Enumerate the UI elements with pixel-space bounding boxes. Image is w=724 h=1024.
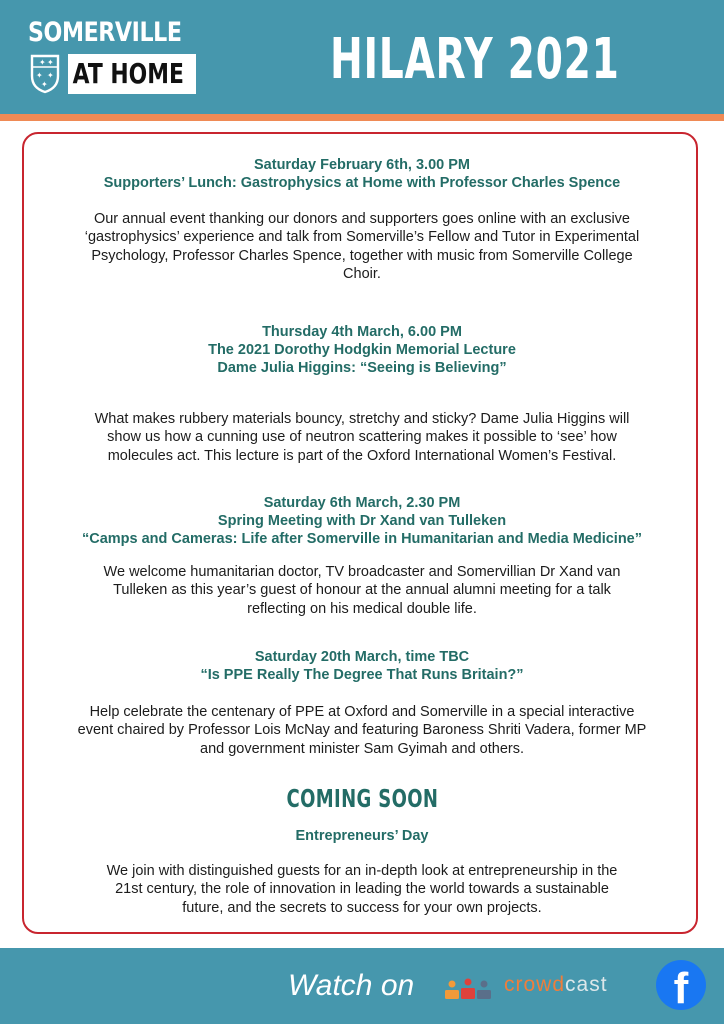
description-line: 21st century, the role of innovation in leading the world towards a sustainable bbox=[115, 881, 609, 898]
description-line: We join with distinguished guests for an in-depth look at entrepreneurship in the bbox=[106, 863, 618, 879]
facebook-icon[interactable] bbox=[656, 960, 706, 1013]
event-4-heading bbox=[0, 648, 724, 684]
svg-text:✦: ✦ bbox=[47, 58, 54, 67]
watch-on-label: Watch on bbox=[288, 969, 415, 1002]
coming-soon-text: COMING SOON bbox=[286, 784, 438, 813]
coming-soon-heading bbox=[0, 784, 724, 814]
event-title: The 2021 Dorothy Hodgkin Memorial Lecture bbox=[208, 342, 516, 358]
logo-wordmark-bottom: AT HOME bbox=[72, 57, 184, 90]
coming-soon-title: Entrepreneurs’ Day bbox=[295, 828, 429, 844]
header-stripe bbox=[0, 114, 724, 121]
svg-text:✦: ✦ bbox=[36, 71, 43, 80]
svg-text:✦: ✦ bbox=[41, 80, 48, 89]
event-subtitle: “Camps and Cameras: Life after Somerville in Humanitarian and Media Medicine” bbox=[81, 531, 642, 547]
description-line: Tulleken as this year’s guest of honour at the annual alumni meeting for a talk bbox=[113, 582, 611, 599]
footer-band bbox=[0, 948, 724, 1024]
somerville-logo[interactable] bbox=[28, 14, 200, 96]
description-line: Choir. bbox=[343, 265, 381, 282]
crowdcast-wordmark-part2: cast bbox=[565, 973, 608, 996]
description-line: ‘gastrophysics’ experience and talk from Somerville’s Fellow and Tutor in Experimental bbox=[84, 229, 640, 246]
description-line: event chaired by Professor Lois McNay and featuring Baroness Shriti Vadera, former MP bbox=[77, 722, 647, 739]
shield-icon bbox=[30, 54, 60, 94]
description-line: We welcome humanitarian doctor, TV broadcaster and Somervillian Dr Xand van bbox=[103, 564, 621, 580]
crowdcast-wordmark[interactable] bbox=[504, 972, 634, 998]
description-line: What makes rubbery materials bouncy, stretchy and sticky? Dame Julia Higgins will bbox=[94, 411, 630, 427]
event-3-description bbox=[40, 563, 684, 618]
svg-text:✦: ✦ bbox=[47, 71, 54, 80]
event-1-heading bbox=[0, 156, 724, 192]
description-line: future, and the secrets to success for your own projects. bbox=[182, 899, 542, 916]
description-line: reflecting on his medical double life. bbox=[247, 600, 477, 617]
description-line: molecules act. This lecture is part of the Oxford International Women’s Festival. bbox=[107, 447, 617, 464]
logo-wordmark-top: SOMERVILLE bbox=[28, 17, 182, 48]
crowdcast-icon[interactable] bbox=[444, 978, 492, 1000]
event-date: Saturday 20th March, time TBC bbox=[254, 649, 470, 665]
header-band bbox=[0, 0, 724, 114]
facebook-letter: f bbox=[673, 964, 689, 1013]
event-subtitle: Dame Julia Higgins: “Seeing is Believing” bbox=[217, 360, 507, 376]
event-4-description bbox=[40, 703, 684, 758]
description-line: Our annual event thanking our donors and supporters goes online with an exclusive bbox=[93, 211, 631, 227]
svg-text:✦: ✦ bbox=[39, 58, 46, 67]
page-title: HILARY 2021 bbox=[330, 27, 620, 92]
description-line: show us how a cunning use of neutron scattering makes it possible to ‘see’ how bbox=[107, 429, 617, 446]
event-2-description bbox=[40, 410, 684, 465]
event-date: Saturday 6th March, 2.30 PM bbox=[263, 495, 461, 511]
description-line: Psychology, Professor Charles Spence, together with music from Somerville College bbox=[91, 247, 633, 264]
event-title: “Is PPE Really The Degree That Runs Britain?” bbox=[200, 667, 524, 683]
logo-wordmark-box bbox=[68, 54, 196, 94]
event-date: Saturday February 6th, 3.00 PM bbox=[254, 157, 470, 173]
crowdcast-wordmark-part1: crowd bbox=[504, 973, 566, 996]
event-title: Supporters’ Lunch: Gastrophysics at Home with Professor Charles Spence bbox=[103, 175, 621, 191]
event-1-description bbox=[40, 210, 684, 283]
event-3-heading bbox=[0, 494, 724, 548]
description-line: Help celebrate the centenary of PPE at Oxford and Somerville in a special interactive bbox=[89, 704, 635, 720]
event-title: Spring Meeting with Dr Xand van Tulleken bbox=[217, 513, 507, 529]
event-date: Thursday 4th March, 6.00 PM bbox=[262, 324, 462, 340]
coming-soon-description bbox=[40, 862, 684, 917]
event-2-heading bbox=[0, 323, 724, 377]
description-line: and government minister Sam Gyimah and others. bbox=[200, 740, 524, 757]
